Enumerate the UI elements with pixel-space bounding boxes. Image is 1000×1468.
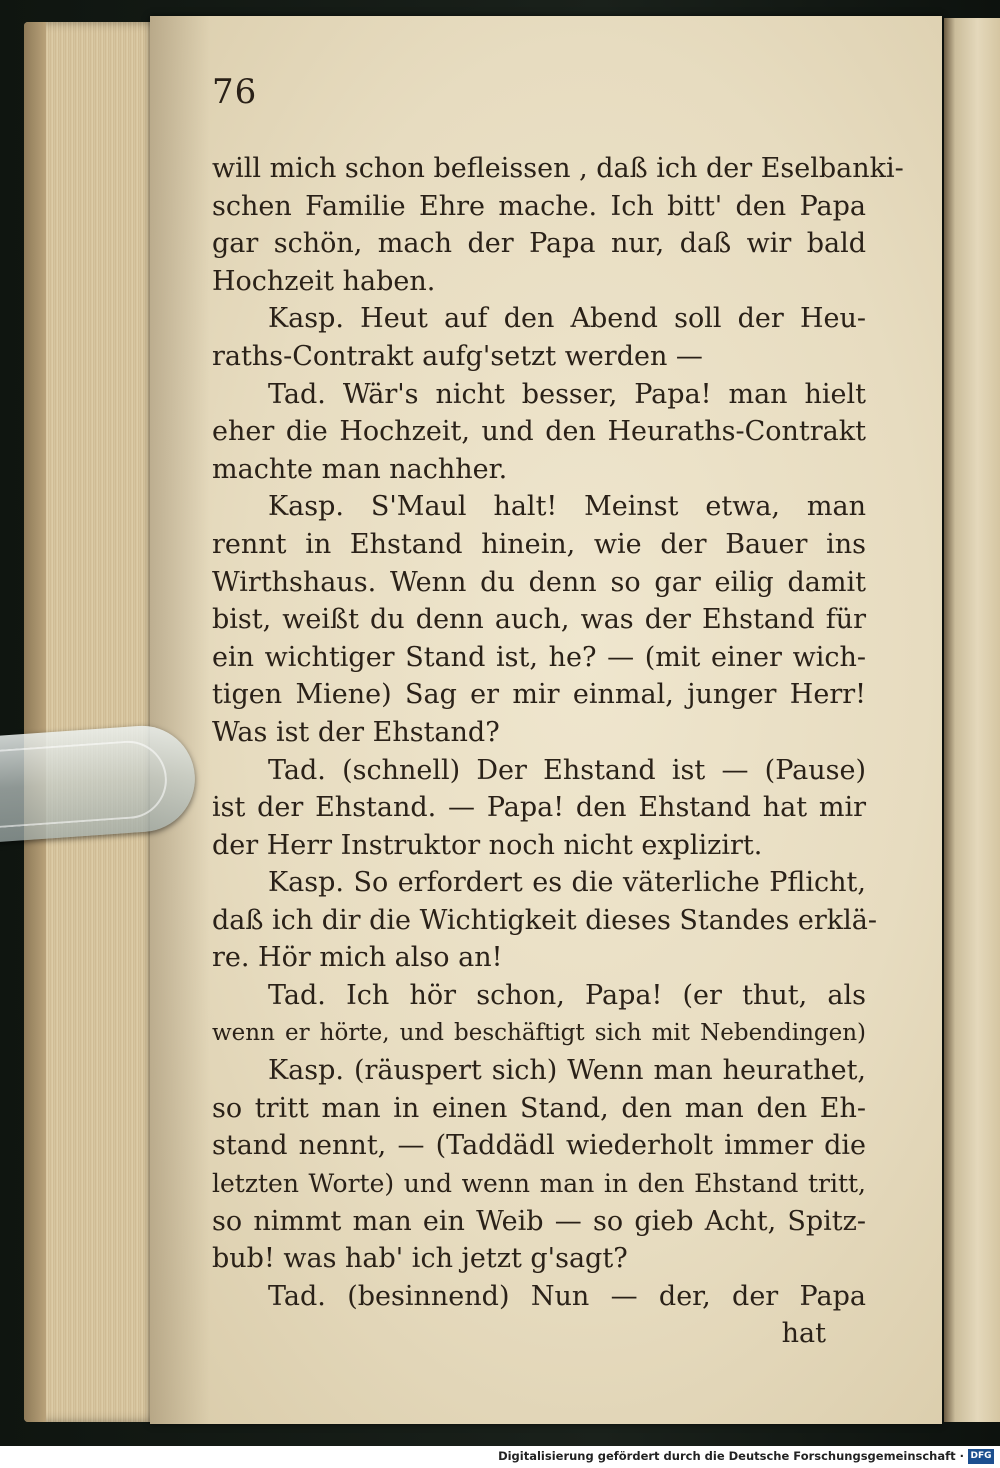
text-line: will mich schon befleissen , daß ich der Eselbanki- bbox=[212, 153, 904, 184]
page-clip-highlight bbox=[0, 738, 170, 829]
text-line: Kasp. S'Maul halt! Meinst etwa, man bbox=[268, 491, 866, 523]
text-line: machte man nachher. bbox=[212, 453, 508, 485]
text-line: Tad. (schnell) Der Ehstand ist — (Pause) bbox=[268, 754, 866, 786]
catchword: hat bbox=[781, 1318, 826, 1350]
text-line: Tad. Ich hör schon, Papa! (er thut, als bbox=[268, 980, 866, 1012]
text-line: Kasp. (räuspert sich) Wenn man heurathet, bbox=[268, 1055, 866, 1087]
text-line: so nimmt man ein Weib — so gieb Acht, Spitz- bbox=[212, 1205, 866, 1237]
text-line: bist, weißt du denn auch, was der Ehstand für bbox=[212, 604, 866, 636]
funding-credit: Digitalisierung gefördert durch die Deutsche Forschungsgemeinschaft · bbox=[498, 1449, 964, 1463]
text-line: daß ich dir die Wichtigkeit dieses Standes erklä- bbox=[212, 904, 878, 936]
text-line: ein wichtiger Stand ist, he? — (mit einer wich- bbox=[212, 641, 866, 673]
text-line: so tritt man in einen Stand, den man den Eh- bbox=[212, 1092, 866, 1124]
book-cover-edge bbox=[24, 22, 46, 1422]
text-line: Wirthshaus. Wenn du denn so gar eilig damit bbox=[212, 566, 866, 598]
text-line: stand nennt, — (Taddädl wiederholt immer die bbox=[212, 1130, 866, 1162]
text-line: re. Hör mich also an! bbox=[212, 942, 503, 974]
text-line: gar schön, mach der Papa nur, daß wir bald bbox=[212, 228, 866, 260]
text-line: Tad. Wär's nicht besser, Papa! man hielt bbox=[268, 378, 866, 410]
text-line: tigen Miene) Sag er mir einmal, junger Herr! bbox=[212, 679, 866, 711]
text-line: ist der Ehstand. — Papa! den Ehstand hat mir bbox=[212, 792, 866, 824]
text-line: bub! was hab' ich jetzt g'sagt? bbox=[212, 1243, 628, 1275]
gutter-shadow bbox=[150, 16, 210, 1424]
dfg-logo-icon: DFG bbox=[968, 1449, 994, 1464]
text-line: wenn er hörte, und beschäftigt sich mit Nebendingen) bbox=[212, 1019, 866, 1046]
text-line: Kasp. So erfordert es die väterliche Pflicht, bbox=[268, 867, 866, 899]
footer-bar bbox=[0, 1446, 1000, 1468]
text-line: Hochzeit haben. bbox=[212, 265, 436, 297]
page-number: 76 bbox=[212, 72, 258, 112]
page-text bbox=[212, 150, 904, 1353]
text-line: schen Familie Ehre mache. Ich bitt' den Papa bbox=[212, 190, 866, 222]
text-line: der Herr Instruktor noch nicht explizirt. bbox=[212, 829, 763, 861]
text-line: letzten Worte) und wenn man in den Ehstand tritt, bbox=[212, 1169, 866, 1199]
text-line: eher die Hochzeit, und den Heuraths-Contrakt bbox=[212, 416, 866, 448]
text-line: Kasp. Heut auf den Abend soll der Heu- bbox=[268, 303, 866, 335]
text-line: Tad. (besinnend) Nun — der, der Papa bbox=[268, 1280, 866, 1312]
text-line: rennt in Ehstand hinein, wie der Bauer ins bbox=[212, 528, 866, 560]
text-line: Was ist der Ehstand? bbox=[212, 716, 500, 748]
text-line: raths-Contrakt aufg'setzt werden — bbox=[212, 340, 703, 372]
adjacent-page bbox=[944, 18, 1000, 1422]
